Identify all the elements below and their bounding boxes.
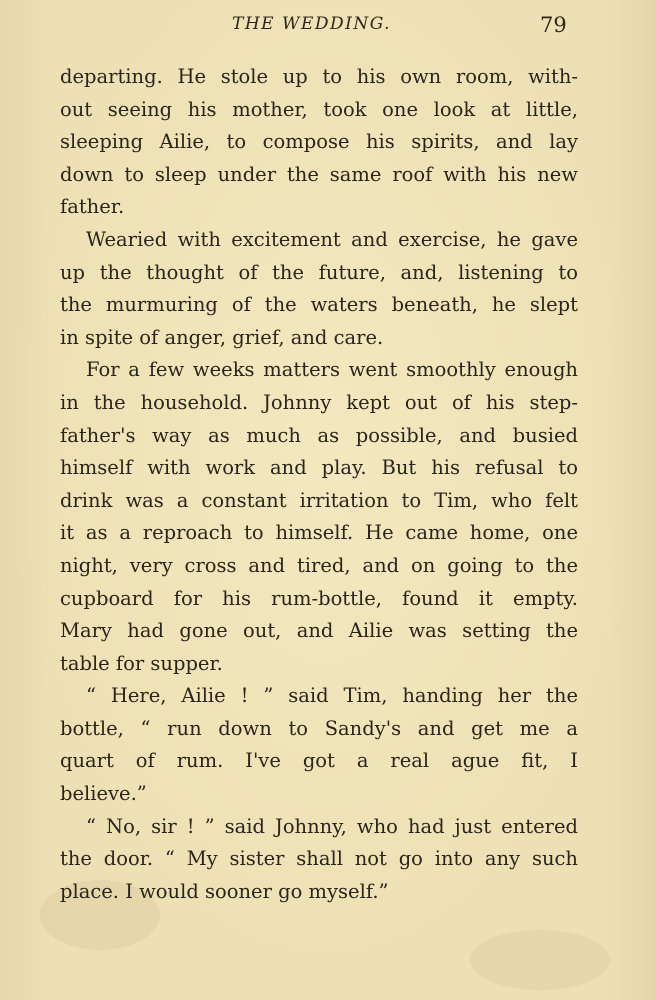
text-line: Mary had gone out, and Ailie was setting the (60, 619, 578, 643)
text-line: drink was a constant irritation to Tim, who felt (60, 488, 578, 512)
text-line: up the thought of the future, and, listening to (60, 260, 578, 284)
text-line: “ Here, Ailie ! ” said Tim, handing her the (86, 684, 578, 708)
text-line: down to sleep under the same roof with his new (60, 162, 578, 186)
text-line: out seeing his mother, took one look at little, (60, 97, 578, 121)
text-line: in spite of anger, grief, and care. (60, 325, 384, 349)
text-line: “ No, sir ! ” said Johnny, who had just entered (86, 814, 578, 838)
running-head-title: THE WEDDING. (232, 14, 392, 34)
text-line: the door. “ My sister shall not go into any such (60, 847, 578, 871)
body-text (60, 61, 578, 908)
text-line: father. (60, 195, 125, 219)
text-line: night, very cross and tired, and on going to the (60, 553, 578, 577)
text-line: place. I would sooner go myself.” (60, 879, 389, 903)
paper-stain (470, 930, 610, 990)
text-line: believe.” (60, 782, 147, 806)
text-line: father's way as much as possible, and busied (60, 423, 578, 447)
text-line: table for supper. (60, 651, 223, 675)
page-number: 79 (540, 13, 567, 37)
text-line: Wearied with excitement and exercise, he gave (86, 227, 578, 251)
text-line: quart of rum. I've got a real ague fit, I (60, 749, 578, 773)
text-line: sleeping Ailie, to compose his spirits, and lay (60, 130, 578, 154)
text-line: For a few weeks matters went smoothly enough (86, 358, 578, 382)
text-line: the murmuring of the waters beneath, he slept (60, 293, 578, 317)
text-line: himself with work and play. But his refusal to (60, 456, 578, 480)
text-line: bottle, “ run down to Sandy's and get me a (60, 716, 578, 740)
text-line: cupboard for his rum-bottle, found it empty. (60, 586, 578, 610)
text-line: it as a reproach to himself. He came home, one (60, 521, 578, 545)
text-line: departing. He stole up to his own room, with- (60, 65, 578, 88)
text-line: in the household. Johnny kept out of his step- (60, 390, 578, 414)
